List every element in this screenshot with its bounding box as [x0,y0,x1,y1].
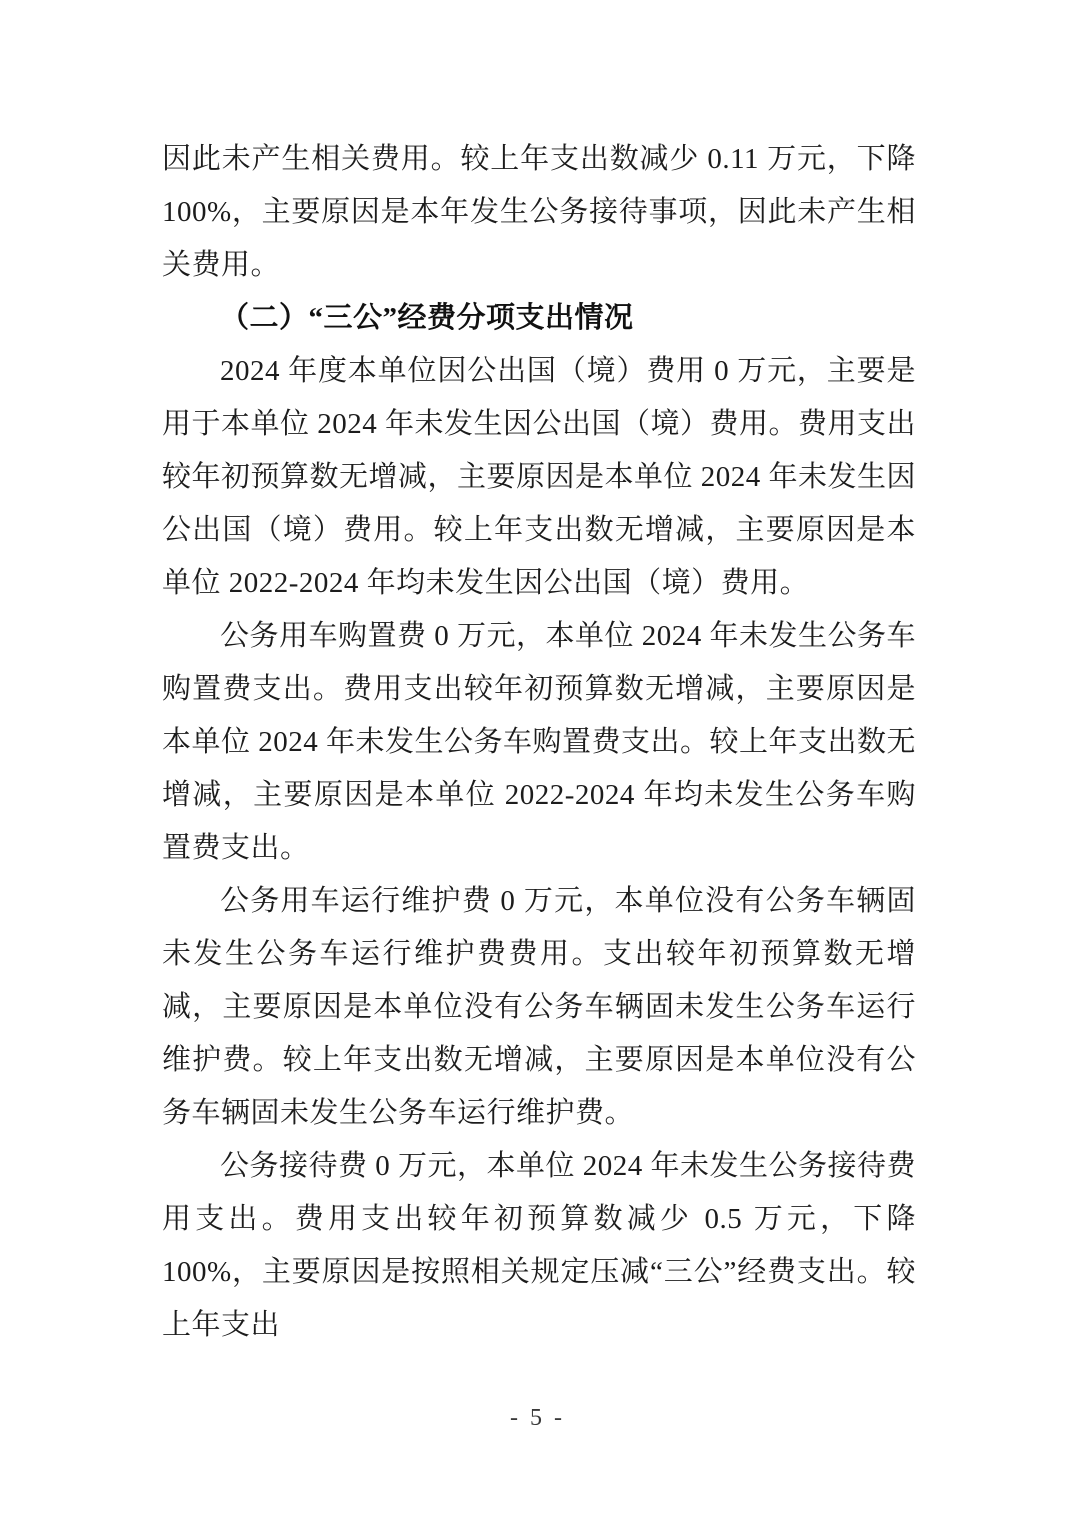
paragraph-vehicle-maintenance: 公务用车运行维护费 0 万元，本单位没有公务车辆固未发生公务车运行维护费费用。支出较年初预算数无增减，主要原因是本单位没有公务车辆固未发生公务车运行维护费。较上年支出数无增减，主要原因是本单位没有公务车辆固未发生公务车运行维护费。 [162,885,916,1129]
section-heading: （二）“三公”经费分项支出情况 [220,302,634,334]
document-body [162,133,916,1352]
paragraph-vehicle-purchase: 公务用车购置费 0 万元，本单位 2024 年未发生公务车购置费支出。费用支出较年初预算数无增减，主要原因是本单位 2024 年未发生公务车购置费支出。较上年支出数无增减，主要原因是本单位 2022-2024 年均未发生公务车购置费支出。 [162,620,917,864]
paragraph-official-visits-abroad: 2024 年度本单位因公出国（境）费用 0 万元，主要是用于本单位 2024 年未发生因公出国（境）费用。费用支出较年初预算数无增减，主要原因是本单位 2024 年未发生因公出国（境）费用。较上年支出数无增减，主要原因是本单位 2022-2024 年均未发生因公出国（境）费用。 [162,355,917,599]
paragraph-continued-from-previous-page: 因此未产生相关费用。较上年支出数减少 0.11 万元，下降 100%，主要原因是本年发生公务接待事项，因此未产生相关费用。 [162,143,916,281]
page-number: - 5 - [510,1405,565,1431]
paragraph-official-reception: 公务接待费 0 万元，本单位 2024 年未发生公务接待费用支出。费用支出较年初预算数减少 0.5 万元，下降 100%，主要原因是按照相关规定压减“三公”经费支出。较上年支出 [162,1150,917,1341]
